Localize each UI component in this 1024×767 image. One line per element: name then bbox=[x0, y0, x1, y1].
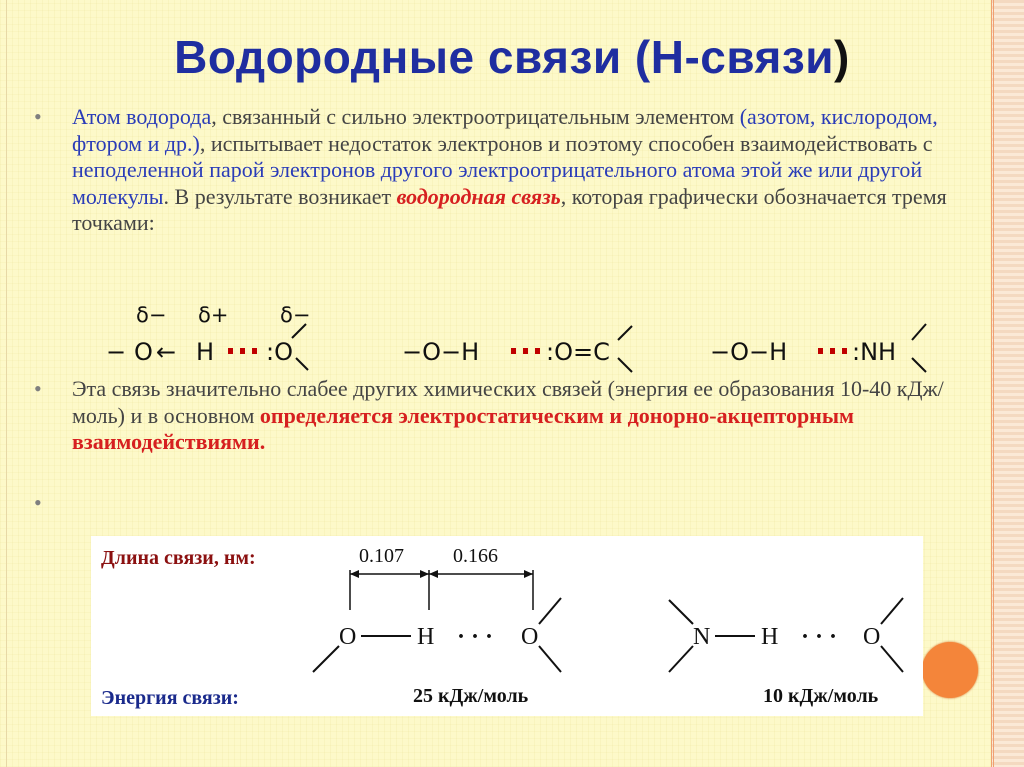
f2-hbond-dot bbox=[523, 348, 528, 354]
dimension-lines bbox=[350, 570, 533, 610]
f1-hbond-dot bbox=[228, 348, 233, 354]
bullet-row-2 bbox=[34, 376, 984, 456]
p1-text-6: . В результате возникает bbox=[163, 183, 397, 209]
p1-hydrogen-bond-term: водородная связь bbox=[396, 183, 561, 209]
oh-length-value: 0.107 bbox=[359, 545, 404, 567]
f1-hbond-dot bbox=[240, 348, 245, 354]
arrowhead bbox=[350, 570, 359, 578]
p1-lone-pair: неподеленной парой электронов другого электроотрицательного атома этой же или другой молекулы bbox=[72, 157, 923, 209]
formulas-svg bbox=[100, 296, 980, 376]
bullet-paragraph-2 bbox=[34, 376, 984, 456]
ho-length-value: 0.166 bbox=[453, 545, 498, 567]
f2-lower-bond bbox=[618, 358, 632, 372]
f3-upper-bond bbox=[912, 324, 926, 340]
f3-hbond-dot bbox=[842, 348, 847, 354]
mol2-nitrogen: N bbox=[693, 624, 711, 650]
f1-lower-bond bbox=[296, 358, 308, 370]
f3-donor: −O−H bbox=[710, 338, 788, 366]
p1-text-2: , связанный с сильно электроотрицательным элементом bbox=[211, 104, 740, 129]
bullet-paragraph-1 bbox=[34, 104, 974, 237]
mol2-n-upper-bond bbox=[669, 600, 693, 624]
diagram-svg bbox=[91, 536, 923, 716]
mol1-o2-upper-bond bbox=[539, 598, 561, 624]
p1-elements: (азотом, кислородом, фтором и др.) bbox=[72, 104, 938, 156]
mol2-o-upper-bond bbox=[881, 598, 903, 624]
f1-hbond-dot bbox=[252, 348, 257, 354]
arrowhead bbox=[420, 570, 429, 578]
p2-conclusion: определяется электростатическим и донорно-акцепторным взаимодействиями. bbox=[72, 402, 855, 454]
f2-hbond-dot bbox=[511, 348, 516, 354]
f1-arrow: ← bbox=[156, 338, 177, 366]
mol1-o1-lower-bond bbox=[313, 646, 339, 672]
slide-title bbox=[0, 30, 1024, 84]
f1-dash: − bbox=[106, 338, 127, 366]
p1-hydrogen-atom: Атом водорода bbox=[72, 104, 212, 129]
bond-length-energy-diagram bbox=[91, 536, 923, 716]
arrowhead bbox=[429, 570, 438, 578]
mol1-hbond-dots: · · · bbox=[457, 624, 494, 650]
p1-text-4: , испытывает недостаток электронов и поэтому способен взаимодействовать с bbox=[199, 130, 933, 156]
delta-minus-1: δ− bbox=[136, 303, 167, 327]
f3-lower-bond bbox=[912, 358, 926, 372]
f3-hbond-dot bbox=[830, 348, 835, 354]
bullet-icon: • bbox=[34, 490, 42, 515]
bullet-icon: • bbox=[34, 104, 42, 129]
f1-acceptor: :O bbox=[266, 338, 293, 366]
p1-text-8: , которая графически обозначается тремя точками: bbox=[72, 183, 947, 235]
f2-acceptor: :O=C bbox=[546, 338, 610, 366]
mol1-hydrogen: H bbox=[417, 624, 435, 650]
mol2-o-lower-bond bbox=[881, 646, 903, 672]
delta-plus: δ+ bbox=[198, 303, 229, 327]
mol1-oxygen-1: O bbox=[339, 624, 357, 650]
bond-energy-label: Энергия связи: bbox=[101, 687, 239, 709]
title-close-paren: ) bbox=[834, 31, 850, 83]
bullet-row-1 bbox=[34, 104, 974, 237]
mol2-oxygen: O bbox=[863, 624, 881, 650]
delta-minus-2: δ− bbox=[280, 303, 311, 327]
f1-hydrogen: H bbox=[196, 338, 215, 366]
f2-donor: −O−H bbox=[402, 338, 480, 366]
p2-text-1: Эта связь значительно слабее других химических связей (энергия ее образования 10-40 кДж/моль) и в основном bbox=[72, 376, 944, 428]
f3-acceptor: :NH bbox=[852, 338, 897, 366]
bullet-icon: • bbox=[34, 376, 42, 401]
mol1-oxygen-2: O bbox=[521, 624, 539, 650]
arrowhead bbox=[524, 570, 533, 578]
mol1-o2-lower-bond bbox=[539, 646, 561, 672]
mol2-hbond-dots: · · · bbox=[801, 624, 838, 650]
f1-oxygen: O bbox=[134, 338, 153, 366]
mol2-n-lower-bond bbox=[669, 646, 693, 672]
f3-hbond-dot bbox=[818, 348, 823, 354]
title-main: Водородные связи (Н-связи bbox=[174, 31, 835, 83]
bond-length-label: Длина связи, нм: bbox=[101, 547, 256, 569]
mol2-hydrogen: H bbox=[761, 624, 779, 650]
decorative-orange-circle bbox=[922, 642, 978, 698]
nh-o-energy-value: 10 кДж/моль bbox=[763, 685, 879, 707]
slide-right-border bbox=[991, 0, 1024, 767]
f2-upper-bond bbox=[618, 326, 632, 340]
slide-left-border bbox=[0, 0, 7, 767]
hydrogen-bond-formulas bbox=[100, 296, 980, 376]
oh-o-energy-value: 25 кДж/моль bbox=[413, 685, 529, 707]
f2-hbond-dot bbox=[535, 348, 540, 354]
